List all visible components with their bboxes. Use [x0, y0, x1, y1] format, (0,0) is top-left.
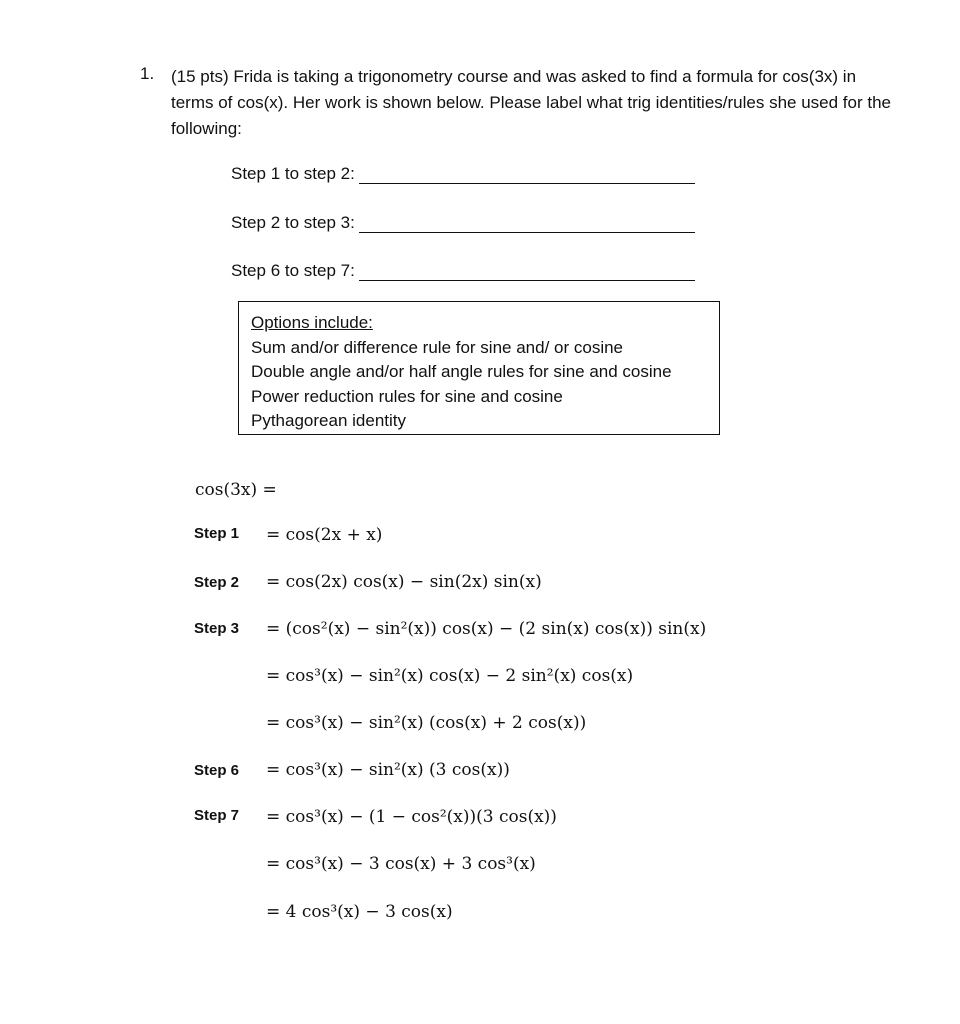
- blank-label: Step 1 to step 2:: [231, 164, 355, 183]
- equation-line: = cos³(x) − sin²(x) (cos(x) + 2 cos(x)): [266, 713, 587, 733]
- step-label: Step 6: [194, 762, 240, 779]
- question-number: 1.: [140, 64, 155, 83]
- step-label: Step 1: [194, 525, 240, 542]
- equation-line: = cos(2x) cos(x) − sin(2x) sin(x): [266, 572, 542, 592]
- equation-line: = cos³(x) − sin²(x) (3 cos(x)): [266, 760, 510, 780]
- option-item: Double angle and/or half angle rules for sine and cosine: [251, 362, 672, 381]
- blank-step2-to-step3: [231, 213, 695, 233]
- blank-label: Step 2 to step 3:: [231, 213, 355, 232]
- equation-line: = cos³(x) − 3 cos(x) + 3 cos³(x): [266, 854, 536, 874]
- step-label: Step 7: [194, 807, 240, 824]
- blank-step6-to-step7: [231, 261, 695, 281]
- answer-line[interactable]: [359, 262, 695, 281]
- blank-label: Step 6 to step 7:: [231, 261, 355, 280]
- option-item: Power reduction rules for sine and cosine: [251, 386, 563, 406]
- derivation-lhs: cos(3x) =: [195, 480, 277, 500]
- option-item: Pythagorean identity: [251, 411, 406, 430]
- options-box: [238, 301, 720, 435]
- equation-line: = (cos²(x) − sin²(x)) cos(x) − (2 sin(x) cos(x)) sin(x): [266, 619, 707, 639]
- equation-line: = 4 cos³(x) − 3 cos(x): [266, 902, 453, 922]
- equation-line: = cos(2x + x): [266, 525, 383, 545]
- options-title: Options include:: [251, 313, 373, 332]
- step-label: Step 2: [194, 574, 240, 591]
- step-label: Step 3: [194, 620, 240, 637]
- question-text: (15 pts) Frida is taking a trigonometry course and was asked to find a formula for cos(3x) in terms of cos(x). Her work is shown below. Please label what trig identities/rules she used for the following:: [171, 67, 891, 138]
- equation-line: = cos³(x) − (1 − cos²(x))(3 cos(x)): [266, 807, 557, 827]
- answer-line[interactable]: [359, 165, 695, 184]
- answer-line[interactable]: [359, 214, 695, 233]
- option-item: Sum and/or difference rule for sine and/ or cosine: [251, 337, 624, 357]
- blank-step1-to-step2: [231, 164, 695, 184]
- equation-line: = cos³(x) − sin²(x) cos(x) − 2 sin²(x) cos(x): [266, 666, 634, 686]
